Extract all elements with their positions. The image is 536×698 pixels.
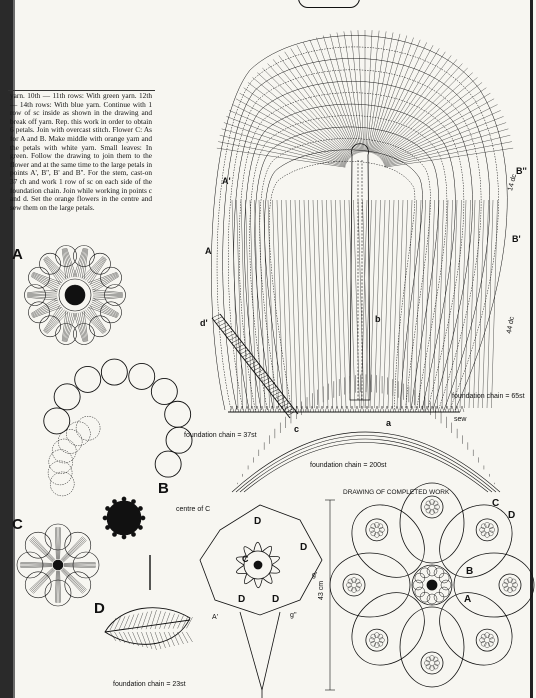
flower-b-picot [138,507,142,511]
completed-center-petal [439,573,449,583]
label-b-prime: B' [512,234,521,244]
leaf-d-chart [105,608,193,650]
flower-a-chart [25,246,126,345]
assembly-petal [263,573,272,583]
petal-dc-column [295,200,301,408]
petal-dc-column [384,200,390,408]
petal-dc-column [237,200,243,408]
flower-c-spoke [62,537,84,560]
caption-chain-65: foundation chain = 65st [452,393,525,400]
label-g-dbl: g'' [290,612,297,619]
label-centre-of-c: centre of C [176,506,211,513]
completed-small-flower [421,652,443,674]
stem-stitch [260,375,268,379]
petal-base-stitch [370,406,374,412]
petal-base-stitch [315,406,319,412]
stem-stitch [221,325,229,329]
petal-base-stitch [325,406,329,412]
petal-row-outline [255,127,439,410]
flower-a-spoke [93,295,123,296]
completed-center-petal [434,592,444,602]
flower-a-spoke [27,295,57,296]
assembly-label-d2: D [300,542,308,553]
petal-stitch-line [384,123,506,164]
label-a-prime-assembly: A' [212,614,219,621]
petal-stitch-line [375,48,439,154]
assembly-petal [244,574,253,584]
petal-stitch-line [262,68,351,157]
petal-base-stitch [385,406,389,412]
petal-dc-column [370,200,376,408]
completed-small-flower [421,496,443,518]
flower-b-inner-petal [76,416,100,440]
label-a-prime: A' [222,176,231,186]
petal-dc-column [354,200,360,408]
flower-c-spoke [57,571,58,603]
flower-c-spoke [60,571,61,603]
petal-base-stitch [240,406,244,412]
petal-base-stitch [390,406,394,412]
flower-a-spoke [67,313,77,342]
label-d-prime: d' [200,318,208,328]
leaf-d-stitch [169,614,175,629]
petal-row-outline [223,58,490,410]
flower-b-inner-petal [48,461,72,485]
petal-dc-column [318,200,324,408]
petal-base-stitch [255,406,259,412]
stem-stitch [258,372,266,376]
petal-stitch-line [379,73,472,158]
petal-dc-column [415,200,421,408]
flower-c-spoke [29,568,52,590]
petal-dc-column [327,200,333,408]
petal-dc-column [433,200,439,408]
flower-c-spoke [32,570,54,593]
flower-a-petal [40,253,61,274]
petal-stitch-line [383,116,503,163]
petal-row-outline [211,35,507,410]
completed-large-petal [337,490,439,592]
petal-dc-column [492,200,498,408]
flower-c-spoke [59,527,60,559]
petal-dc-column [363,200,369,408]
flower-b-picot [113,532,117,536]
petal-base-stitch [375,406,379,412]
stem-stitch [253,367,261,371]
flower-c-center [53,560,63,570]
flower-a-petal [89,316,110,337]
petal-dc-column [456,200,462,408]
flower-c-spoke [61,536,83,559]
petal-dc-column [388,200,394,408]
flower-c-spoke [30,539,53,561]
completed-center-petal [420,568,430,578]
completed-large-petal [330,553,410,617]
flower-a-spoke [65,248,72,277]
petal-stitch-line [371,36,407,153]
flower-c-spoke [62,570,84,593]
petal-stitch-line [370,34,400,153]
petal-dc-column [313,200,319,408]
flower-b-picot [132,500,136,504]
flower-a-spoke [65,313,72,342]
leaf-d-stitch [155,611,161,629]
label-g-prime: g' [312,572,318,579]
petal-stitch-line [226,116,346,163]
stem-stitch [234,342,242,346]
label-d: D [94,600,105,617]
flower-c-spoke [63,568,86,590]
flower-c-spoke [20,567,52,568]
petal-base-stitch [445,406,449,412]
petal-stitch-line [366,30,372,152]
petal-stitch-line [351,31,363,152]
completed-small-flower [476,629,498,651]
flower-c-spoke [20,564,52,565]
label-43-cm: 43 cm [318,580,325,600]
petal-dc-column [474,200,480,408]
flower-c-spoke [55,527,56,559]
petal-stitch-line [384,135,510,165]
flower-c-spoke [57,527,58,559]
petal-dc-column [241,200,247,408]
petal-dc-column [358,200,364,408]
caption-chain-200: foundation chain = 200st [310,462,387,469]
petal-base-stitch [310,406,314,412]
petal-stitch-line [218,142,345,167]
flower-c-spoke [61,570,83,593]
flower-b-picot [113,500,117,504]
flower-b-petal [54,384,80,410]
completed-center-petal [439,587,449,597]
petal-stitch-line [224,123,346,164]
flower-c-spoke [59,571,60,603]
petal-stitch-line [368,31,386,152]
label-a-point: a [386,418,392,428]
petal-base-stitch [250,406,254,412]
completed-center-petal [415,587,425,597]
stem-stitch [240,350,248,354]
petal-stitch-line [257,73,350,158]
completed-large-petal [400,607,464,687]
label-b: B [158,480,169,497]
flower-a-spoke [78,248,85,277]
petal-dc-column [331,200,337,408]
petal-dc-column [429,200,435,408]
completed-work-drawing [330,483,534,687]
flower-b-petal [155,451,181,477]
flower-b-center [107,501,141,535]
flower-b-picot [138,526,142,530]
stem-stitch [264,381,272,385]
completed-label-c: C [492,498,500,509]
completed-large-petal [337,578,439,680]
completed-center-dot [427,580,437,590]
stem-stitch [232,339,240,343]
stem-stitch [223,328,231,332]
stem-stitch [271,389,279,393]
completed-label-a: A [464,594,472,605]
label-a-left: A [205,246,212,256]
flower-b-petal [151,378,177,404]
assembly-label-d4: D [272,594,280,605]
leaf-d-stitch [115,632,121,642]
completed-center-petal [441,580,451,590]
assembly-label-d3: D [238,594,246,605]
stem-stitch [275,395,283,399]
leaf-d-stitch [160,632,166,648]
completed-center-petal [413,580,423,590]
completed-small-flower [366,629,388,651]
petal-dc-column [483,200,489,408]
caption-chain-23: foundation chain = 23st [113,681,186,688]
assembly-drawing [200,500,335,698]
petal-stitch-line [384,129,508,165]
flower-c-spoke [63,569,86,591]
completed-small-flower [343,574,365,596]
petal-stitch-line [373,42,426,153]
flower-c-spoke [64,562,96,563]
label-b-dbl-prime: B'' [516,166,527,176]
petal-dc-column [487,200,493,408]
flower-c-spoke [33,536,55,559]
stem-stitch [247,358,255,362]
petal-base-stitch [400,406,404,412]
petal-dc-column [286,200,292,408]
petal-stitch-line [385,142,512,167]
petal-base-stitch [300,406,304,412]
petal-dc-column [465,200,471,408]
flower-b-picot [122,535,126,539]
leaf-d-stitch [182,632,188,643]
petal-dc-column [447,200,453,408]
assembly-dot [254,561,262,569]
petal-dc-column [273,200,279,408]
stem-stitch [227,333,235,337]
flower-c-spoke [60,527,61,559]
flower-b-petal [44,408,70,434]
completed-small-flower [476,519,498,541]
assembly-petal [254,542,262,551]
completed-center-petal [434,568,444,578]
stem-stitch [216,320,224,324]
leaf-d-stitch [155,632,161,649]
petal-stitch-line [367,31,379,152]
flower-c-spoke [64,564,96,565]
petal-base-stitch [345,406,349,412]
flower-c-spoke [33,570,55,593]
flower-c-spoke [20,566,52,567]
petal-dc-column [322,200,328,408]
flower-a-center [65,285,85,305]
completed-label-d: D [508,510,516,521]
petal-dc-column [460,200,466,408]
petal-dc-column [336,200,342,408]
petal-dc-column [340,200,346,408]
petal-stitch-line [291,48,355,154]
flower-b-chart [44,359,192,539]
flower-a-spoke [74,248,84,277]
flower-c-spoke [63,539,86,561]
flower-c-spoke [63,540,86,562]
petal-dc-column [304,200,310,408]
petal-stitch-line [381,82,482,158]
flower-b-petal [165,401,191,427]
flower-c-spoke [30,569,53,591]
flower-b-picot [132,532,136,536]
petal-dc-column [309,200,315,408]
flower-b-picot [141,516,145,520]
stem-stitch [266,383,274,387]
petal-base-stitch [340,406,344,412]
petal-stitch-line [358,30,364,152]
flower-c-chart [17,524,150,606]
label-c: C [12,516,23,533]
leaf-d-stitch [164,613,170,629]
flower-c-spoke [64,567,96,568]
assembly-label-c: C [242,554,249,564]
leaf-d-stitch [178,632,184,644]
assembly-label-d1: D [254,516,262,527]
flower-b-picot [103,516,107,520]
flower-b-picot [106,507,110,511]
label-14-dc: 14 dc [507,173,519,192]
caption-completed-work: DRAWING OF COMPLETED WORK [343,489,450,496]
stem-stitch [236,345,244,349]
large-petal-chart [211,30,513,412]
petal-stitch-line [222,129,346,165]
label-c-point: c [294,424,300,434]
stem-stitch [281,403,289,407]
completed-label-b: B [466,566,474,577]
completed-large-petal [454,553,534,617]
petal-base-stitch [360,406,364,412]
caption-chain-37: foundation chain = 37st [184,432,257,439]
label-a: A [12,246,23,263]
petal-dc-column [250,200,256,408]
completed-large-petal [425,578,527,680]
flower-b-picot [122,497,126,501]
petal-row-outline [260,138,431,410]
petal-dc-column [442,200,448,408]
assembly-stem [240,612,280,690]
petal-stitch-line [330,34,360,153]
completed-center-petal [415,573,425,583]
flower-c-spoke [55,571,56,603]
label-44-dc: 44 dc [506,316,516,335]
completed-center-petal [420,592,430,602]
assembly-petal [254,578,262,587]
flower-c-spoke [20,562,52,563]
petal-dc-column [246,200,252,408]
flower-b-petal [75,366,101,392]
leaf-d-stitch [110,632,116,641]
petal-dc-column [282,200,288,408]
completed-center-petal [427,566,437,576]
stem-stitch [273,392,281,396]
petal-base-stitch [355,406,359,412]
flower-b-inner-petal [50,472,74,496]
petal-base-stitch [330,406,334,412]
completed-large-petal [425,490,527,592]
petal-dc-column [375,200,381,408]
flower-b-inner-petal [66,422,90,446]
flower-c-spoke [29,540,52,562]
completed-small-flower [499,574,521,596]
petal-dc-column [345,200,351,408]
flower-a-spoke [27,294,57,295]
completed-center-petal [427,594,437,604]
assembly-petal [262,546,271,556]
leaf-d-midrib [105,620,190,632]
petal-stitch-line [323,36,359,153]
flower-a-spoke [93,294,123,295]
completed-small-flower [366,519,388,541]
flower-a-petal [89,253,110,274]
petal-dc-column [478,200,484,408]
flower-b-picot [106,526,110,530]
flower-a-petal [40,316,61,337]
petal-dc-column [300,200,306,408]
petal-dc-column [291,200,297,408]
flower-b-petal [129,363,155,389]
leaf-d-stitch [160,612,166,629]
flower-a-spoke [78,313,85,342]
stem-stitch [214,317,222,321]
petal-stitch-line [344,31,362,152]
petal-dc-column [469,200,475,408]
flower-c-spoke [64,566,96,567]
label-b-point: b [375,314,381,324]
instructions-paragraph: yarn. 10th — 11th rows: With green yarn. 12th — 14th rows: With blue yarn. Continue with 1 row of sc inside as shown in the drawing and break off yarn. Rep. this work in order to obtain 6 petals. Join with overcast stitch. Flower C: As for A and B. Make middle with orange yarn and the petals with white yarn. Small leaves: In green. Follow the drawing to join them to the flower and at the same time to the large petals in points A', B'', B' and B''. For the stem, cast-on 37 ch and work 1 row of sc on each side of the foundation chain. Join while working in points c and d. Set the orange flowers in the centre and sew them on the large petals. [10,91,152,212]
leaf-d-stitch [119,632,125,643]
flower-c-spoke [32,537,54,560]
petal-dc-column [232,200,238,408]
petal-stitch-line [303,42,356,153]
stem-stitch [279,400,287,404]
leaf-d-stitch [187,632,193,642]
petal-base-stitch [460,406,464,412]
flower-b-petal [101,359,127,385]
label-sew: sew [454,416,467,423]
